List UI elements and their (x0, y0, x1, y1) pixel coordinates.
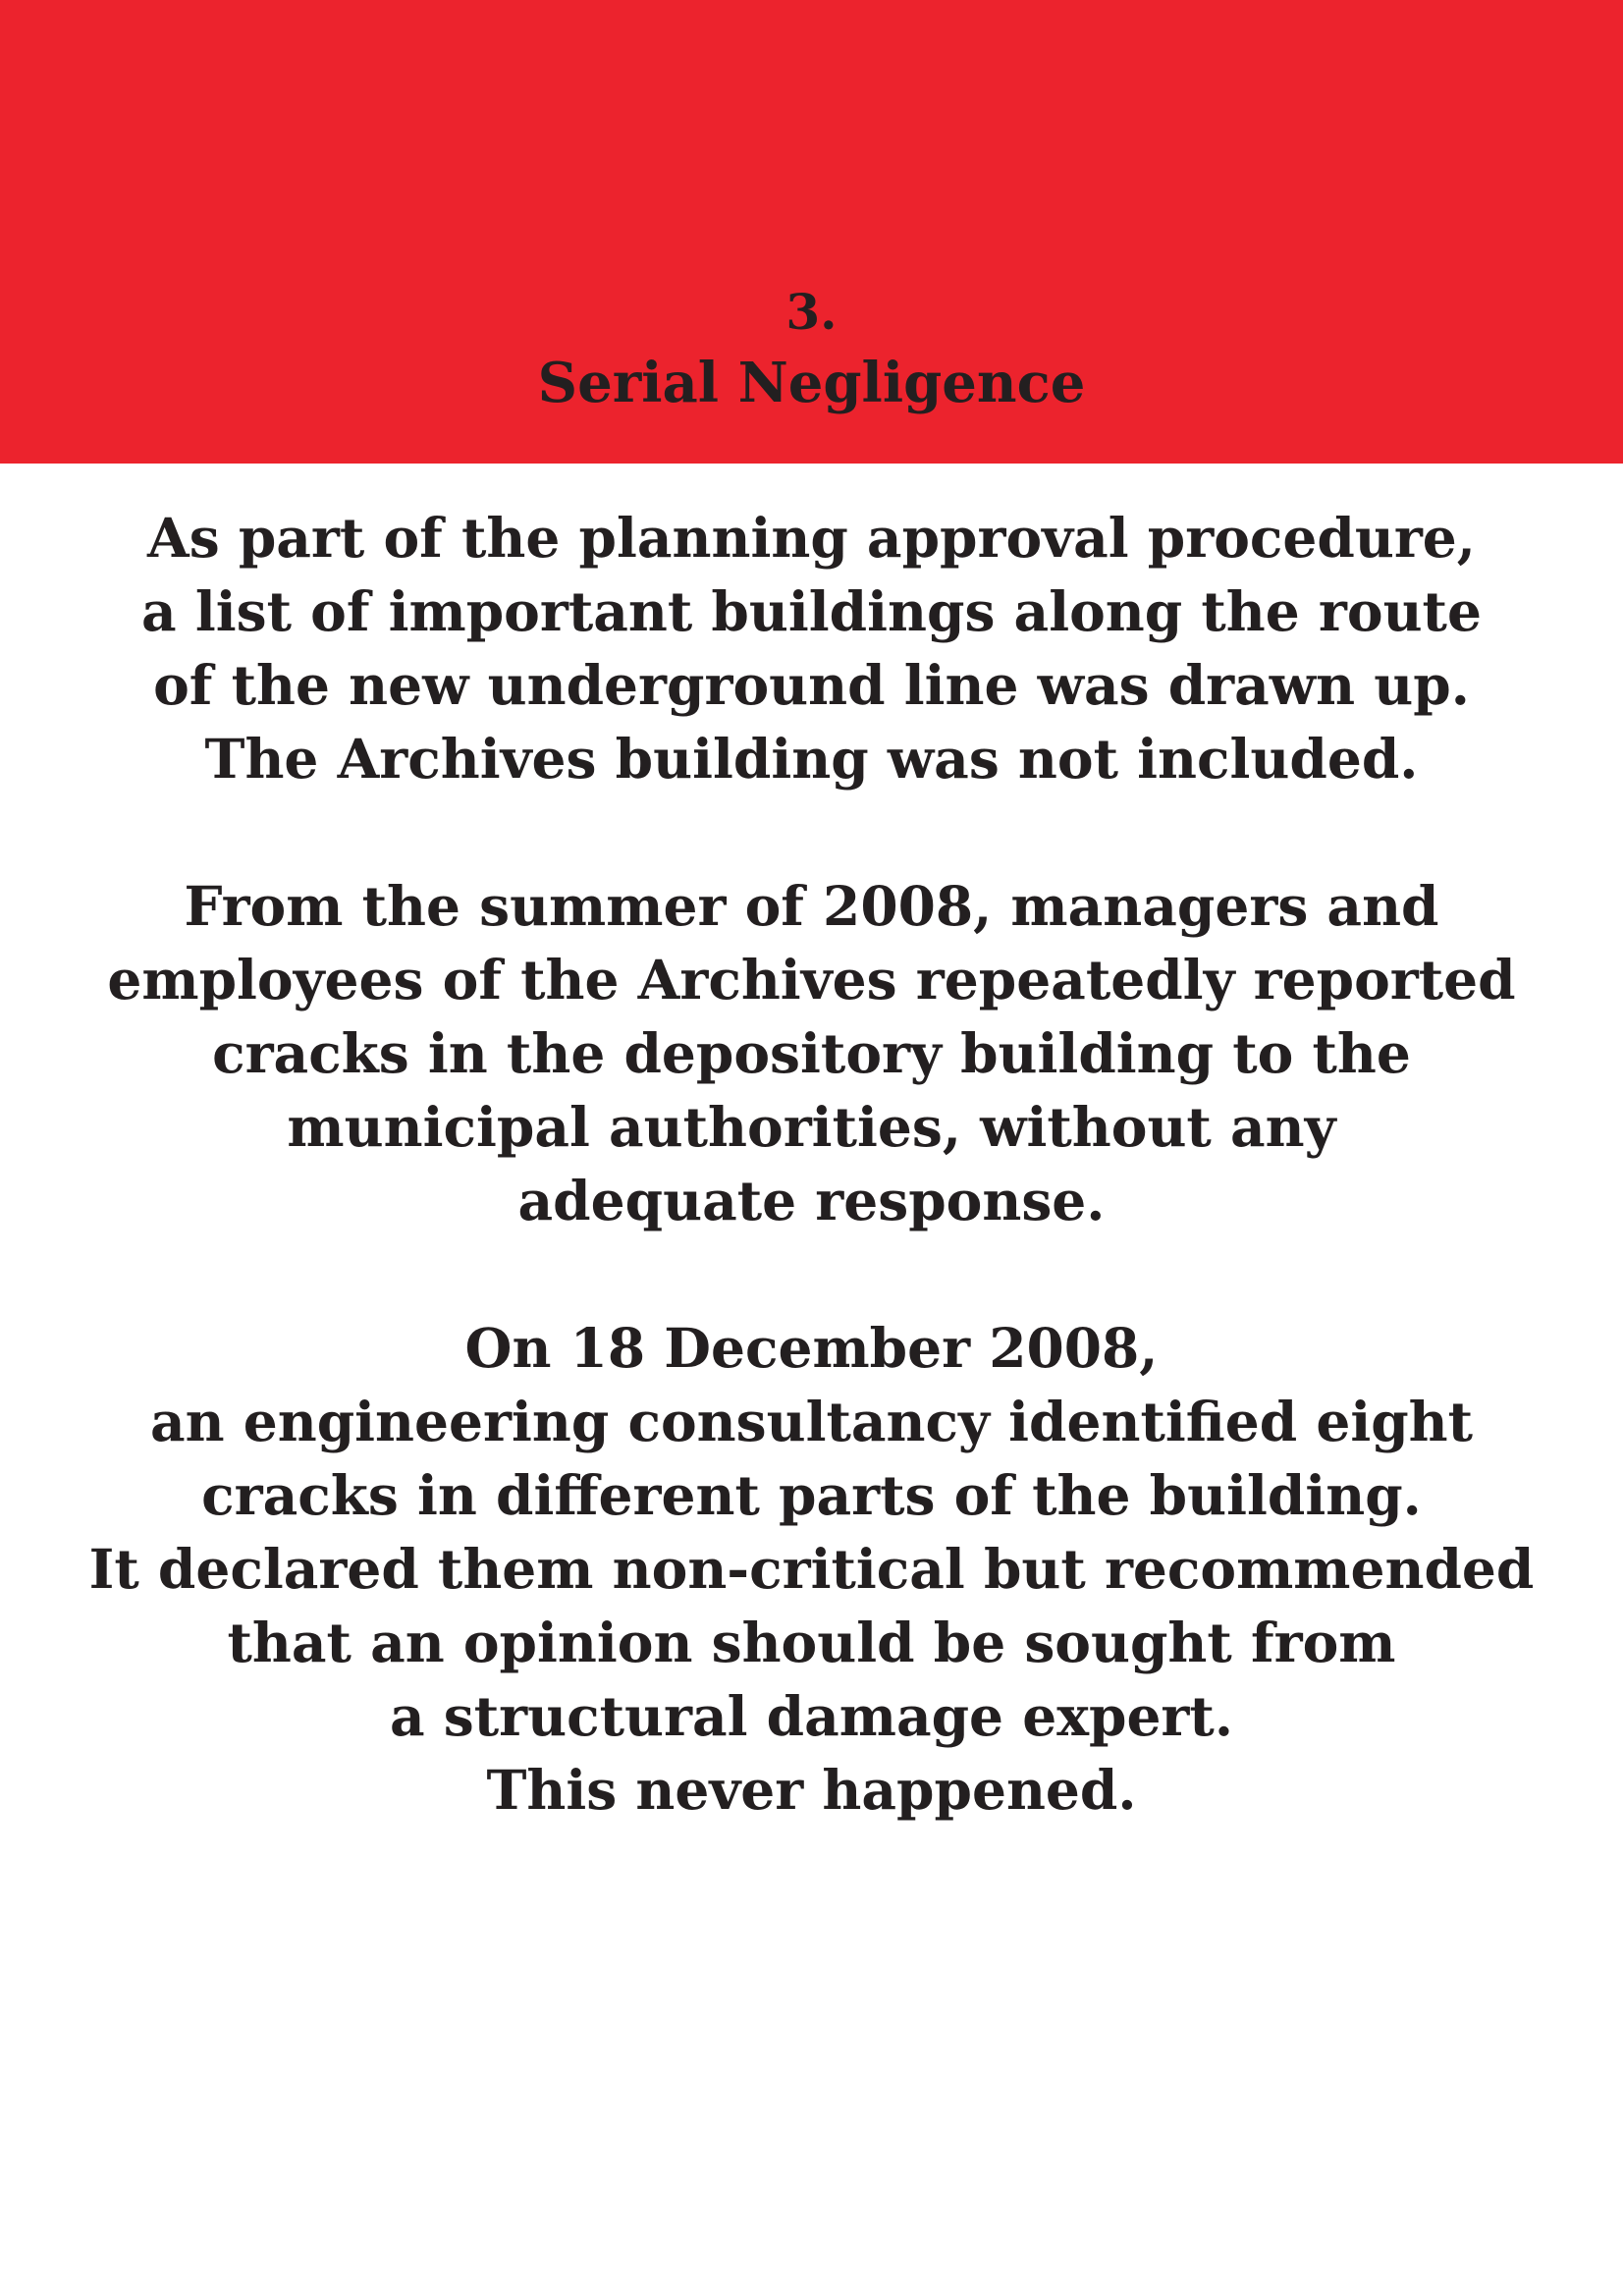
paragraph-2 (0, 869, 1623, 1237)
text-line: municipal authorities, without any (287, 1095, 1336, 1159)
paragraph-gap (0, 1237, 1623, 1311)
header-band (0, 0, 1623, 464)
text-line: an engineering consultancy identified eight (149, 1390, 1474, 1453)
text-line: employees of the Archives repeatedly reported (107, 948, 1516, 1011)
paragraph-1 (0, 501, 1623, 795)
text-line: From the summer of 2008, managers and (184, 874, 1439, 938)
text-line: a list of important buildings along the route (141, 579, 1482, 643)
text-line: a structural damage expert. (390, 1684, 1233, 1748)
text-line: This never happened. (486, 1758, 1137, 1822)
text-line: of the new underground line was drawn up. (153, 653, 1470, 717)
text-line: As part of the planning approval procedure, (147, 506, 1476, 570)
body-text (0, 501, 1623, 1827)
text-line: that an opinion should be sought from (227, 1611, 1396, 1674)
paragraph-3 (0, 1311, 1623, 1827)
text-line: On 18 December 2008, (464, 1316, 1159, 1380)
chapter-title: Serial Negligence (537, 351, 1086, 415)
text-line: adequate response. (517, 1169, 1106, 1232)
paragraph-gap (0, 795, 1623, 869)
text-line: cracks in the depository building to the (212, 1021, 1411, 1085)
text-line: It declared them non-critical but recommended (88, 1537, 1535, 1601)
text-line: cracks in different parts of the building. (201, 1463, 1422, 1527)
chapter-number: 3. (785, 283, 838, 341)
text-line: The Archives building was not included. (204, 727, 1419, 791)
